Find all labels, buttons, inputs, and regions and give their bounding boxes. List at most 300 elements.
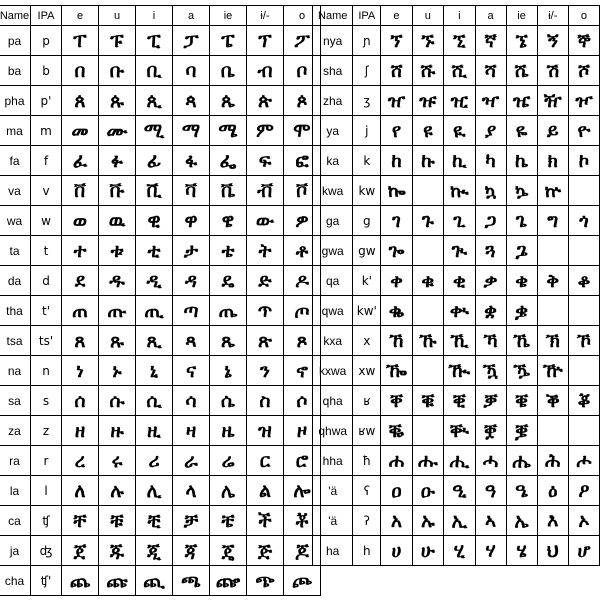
- column-header: o: [284, 6, 321, 26]
- syllable-cell: ዝ: [247, 416, 284, 446]
- syllable-cell: ኣ: [475, 506, 506, 536]
- column-header: o: [568, 6, 599, 26]
- table-row: [0, 446, 321, 476]
- syllable-cell: ፋ: [173, 146, 210, 176]
- table-row: [313, 356, 600, 386]
- syllable-cell: ሒ: [444, 446, 476, 476]
- consonant-name-cell: da: [0, 266, 31, 296]
- syllable-cell: ሻ: [475, 56, 506, 86]
- consonant-name-cell: sha: [313, 56, 353, 86]
- syllable-cell: ቭ: [247, 176, 284, 206]
- syllable-cell: ኾ: [568, 326, 599, 356]
- syllable-cell: ቄ: [506, 266, 537, 296]
- syllable-cell: ሂ: [444, 536, 476, 566]
- ipa-cell: z: [31, 416, 62, 446]
- ipa-cell: w: [31, 206, 62, 236]
- syllable-cell: ሆ: [568, 536, 599, 566]
- ipa-cell: k: [353, 146, 381, 176]
- table-row: [313, 86, 600, 116]
- syllable-cell: ጬ: [210, 566, 247, 596]
- table-row: [313, 26, 600, 56]
- syllable-cell: ኲ: [444, 176, 476, 206]
- syllable-cell: ነ: [62, 356, 99, 386]
- consonant-name-cell: ra: [0, 446, 31, 476]
- syllable-cell: ቁ: [412, 266, 443, 296]
- syllable-cell: [568, 416, 599, 446]
- syllable-cell: ሞ: [284, 116, 321, 146]
- syllable-cell: ሃ: [475, 536, 506, 566]
- consonant-name-cell: zha: [313, 86, 353, 116]
- syllable-cell: ቾ: [284, 506, 321, 536]
- table-row: [313, 476, 600, 506]
- syllable-cell: [412, 176, 443, 206]
- syllable-cell: ዄ: [506, 356, 537, 386]
- ipa-cell: ʔ: [353, 506, 381, 536]
- syllable-cell: ለ: [62, 476, 99, 506]
- column-header: ie: [506, 6, 537, 26]
- syllable-cell: ኔ: [210, 356, 247, 386]
- syllable-cell: ቻ: [173, 506, 210, 536]
- syllable-cell: ጅ: [247, 536, 284, 566]
- syllable-cell: ኜ: [506, 26, 537, 56]
- syllable-cell: ዩ: [412, 116, 443, 146]
- syllable-cell: ጐ: [381, 236, 412, 266]
- column-header: e: [381, 6, 412, 26]
- syllable-cell: ዎ: [284, 206, 321, 236]
- syllable-cell: ጵ: [247, 86, 284, 116]
- ipa-cell: p': [31, 86, 62, 116]
- ipa-cell: k': [353, 266, 381, 296]
- table-row: [0, 356, 321, 386]
- table-row: [313, 386, 600, 416]
- table-row: [0, 26, 321, 56]
- syllable-cell: ያ: [475, 116, 506, 146]
- table-row: [313, 146, 600, 176]
- consonant-name-cell: kwa: [313, 176, 353, 206]
- syllable-cell: ጁ: [99, 536, 136, 566]
- table-row: [313, 236, 600, 266]
- syllable-cell: ዒ: [444, 476, 476, 506]
- ipa-cell: t': [31, 296, 62, 326]
- syllable-cell: ጰ: [62, 86, 99, 116]
- consonant-name-cell: va: [0, 176, 31, 206]
- syllable-cell: ቖ: [568, 386, 599, 416]
- syllable-cell: ፍ: [247, 146, 284, 176]
- consonant-name-cell: kxa: [313, 326, 353, 356]
- syllable-cell: [568, 176, 599, 206]
- ipa-cell: kw: [353, 176, 381, 206]
- ipa-cell: l: [31, 476, 62, 506]
- column-header: IPA: [31, 6, 62, 26]
- syllable-cell: ቬ: [210, 176, 247, 206]
- syllable-cell: ፎ: [284, 146, 321, 176]
- syllable-cell: ፑ: [99, 26, 136, 56]
- syllable-cell: ወ: [62, 206, 99, 236]
- ipa-cell: ɲ: [353, 26, 381, 56]
- table-row: [313, 56, 600, 86]
- syllable-cell: ና: [173, 356, 210, 386]
- syllabary-table-right: [312, 5, 600, 566]
- syllable-cell: ዓ: [475, 476, 506, 506]
- syllable-cell: ቒ: [444, 386, 476, 416]
- syllable-cell: የ: [381, 116, 412, 146]
- syllable-cell: ጆ: [284, 536, 321, 566]
- table-row: [0, 506, 321, 536]
- syllable-cell: ሽ: [537, 56, 568, 86]
- syllable-cell: ዬ: [506, 116, 537, 146]
- column-header: ɨ/-: [247, 6, 284, 26]
- syllable-cell: ቔ: [506, 386, 537, 416]
- syllable-cell: ቴ: [210, 236, 247, 266]
- syllable-cell: ጭ: [247, 566, 284, 596]
- syllable-cell: ሬ: [210, 446, 247, 476]
- syllable-cell: ቓ: [475, 386, 506, 416]
- ipa-cell: ʧ: [31, 506, 62, 536]
- syllable-cell: ቅ: [537, 266, 568, 296]
- syllable-cell: [568, 356, 599, 386]
- syllable-cell: ዉ: [99, 206, 136, 236]
- syllable-cell: ጱ: [99, 86, 136, 116]
- syllable-cell: ቃ: [475, 266, 506, 296]
- syllable-cell: ጲ: [136, 86, 173, 116]
- syllable-cell: ቑ: [412, 386, 443, 416]
- syllable-cell: ዪ: [444, 116, 476, 146]
- syllable-cell: ሙ: [99, 116, 136, 146]
- syllable-cell: ጪ: [136, 566, 173, 596]
- syllable-cell: ጓ: [475, 236, 506, 266]
- ipa-cell: r: [31, 446, 62, 476]
- consonant-name-cell: pha: [0, 86, 31, 116]
- syllable-cell: ቌ: [506, 296, 537, 326]
- table-row: [313, 176, 600, 206]
- column-header: ie: [210, 6, 247, 26]
- syllable-cell: ኢ: [444, 506, 476, 536]
- syllable-cell: ኛ: [475, 26, 506, 56]
- syllable-cell: ሴ: [210, 386, 247, 416]
- syllable-cell: ዳ: [173, 266, 210, 296]
- column-header: IPA: [353, 6, 381, 26]
- syllable-cell: ሔ: [506, 446, 537, 476]
- syllable-cell: ዅ: [537, 356, 568, 386]
- syllable-cell: ቺ: [136, 506, 173, 536]
- syllable-cell: ዲ: [136, 266, 173, 296]
- syllable-cell: ረ: [62, 446, 99, 476]
- syllable-cell: ኳ: [475, 176, 506, 206]
- ipa-cell: ħ: [353, 446, 381, 476]
- consonant-name-cell: qhwa: [313, 416, 353, 446]
- ipa-cell: h: [353, 536, 381, 566]
- column-header: ɨ/-: [537, 6, 568, 26]
- table-row: [0, 176, 321, 206]
- syllable-cell: ኻ: [475, 326, 506, 356]
- column-header: u: [99, 6, 136, 26]
- syllable-cell: ታ: [173, 236, 210, 266]
- syllable-cell: [412, 416, 443, 446]
- consonant-name-cell: na: [0, 356, 31, 386]
- syllable-cell: ሎ: [284, 476, 321, 506]
- consonant-name-cell: nya: [313, 26, 353, 56]
- syllable-cell: ላ: [173, 476, 210, 506]
- syllable-cell: ቲ: [136, 236, 173, 266]
- syllable-cell: ኡ: [412, 506, 443, 536]
- syllable-cell: ፉ: [99, 146, 136, 176]
- consonant-name-cell: pa: [0, 26, 31, 56]
- syllable-cell: ት: [247, 236, 284, 266]
- syllable-cell: ኦ: [568, 506, 599, 536]
- syllable-cell: ቀ: [381, 266, 412, 296]
- syllable-cell: ጸ: [62, 326, 99, 356]
- syllable-cell: ግ: [537, 206, 568, 236]
- table-row: [0, 386, 321, 416]
- syllable-cell: ቋ: [475, 296, 506, 326]
- syllable-cell: ጻ: [173, 326, 210, 356]
- syllable-cell: ር: [247, 446, 284, 476]
- syllable-cell: ጹ: [99, 326, 136, 356]
- syllable-cell: ዐ: [381, 476, 412, 506]
- table-row: [0, 56, 321, 86]
- consonant-name-cell: 'ä: [313, 506, 353, 536]
- syllable-cell: ቸ: [62, 506, 99, 536]
- syllable-cell: ጄ: [210, 536, 247, 566]
- syllable-cell: ቢ: [136, 56, 173, 86]
- syllable-cell: ቘ: [381, 416, 412, 446]
- syllable-cell: ጉ: [412, 206, 443, 236]
- syllable-cell: ሰ: [62, 386, 99, 416]
- syllable-cell: ቮ: [284, 176, 321, 206]
- syllable-cell: ሹ: [412, 56, 443, 86]
- syllable-cell: ኰ: [381, 176, 412, 206]
- syllable-cell: ሑ: [412, 446, 443, 476]
- syllable-cell: ጾ: [284, 326, 321, 356]
- ipa-cell: ʤ: [31, 536, 62, 566]
- syllable-cell: ዤ: [506, 86, 537, 116]
- consonant-name-cell: qwa: [313, 296, 353, 326]
- syllable-cell: ሩ: [99, 446, 136, 476]
- syllable-cell: ጡ: [99, 296, 136, 326]
- syllable-cell: ኖ: [284, 356, 321, 386]
- syllable-cell: ኤ: [506, 506, 537, 536]
- syllable-cell: ዶ: [284, 266, 321, 296]
- syllable-cell: [537, 296, 568, 326]
- syllable-cell: ል: [247, 476, 284, 506]
- syllable-cell: ሼ: [506, 56, 537, 86]
- ipa-cell: f: [31, 146, 62, 176]
- syllable-cell: እ: [537, 506, 568, 536]
- syllable-cell: ሐ: [381, 446, 412, 476]
- table-row: [313, 416, 600, 446]
- table-row: [0, 326, 321, 356]
- ipa-cell: ʁ: [353, 386, 381, 416]
- syllable-cell: ሌ: [210, 476, 247, 506]
- table-row: [0, 266, 321, 296]
- table-body: [0, 26, 321, 596]
- syllable-cell: ቈ: [381, 296, 412, 326]
- syllable-cell: ሺ: [444, 56, 476, 86]
- syllable-cell: ሜ: [210, 116, 247, 146]
- syllable-cell: ጀ: [62, 536, 99, 566]
- syllable-cell: ቐ: [381, 386, 412, 416]
- table-row: [0, 566, 321, 596]
- table-row: [0, 416, 321, 446]
- syllable-cell: ጩ: [99, 566, 136, 596]
- syllable-cell: ጦ: [284, 296, 321, 326]
- syllable-cell: ቤ: [210, 56, 247, 86]
- syllable-cell: ን: [247, 356, 284, 386]
- syllable-cell: ቪ: [136, 176, 173, 206]
- ipa-cell: ʧ': [31, 566, 62, 596]
- syllable-cell: ማ: [173, 116, 210, 146]
- syllable-cell: [537, 236, 568, 266]
- syllable-cell: ሳ: [173, 386, 210, 416]
- syllable-cell: በ: [62, 56, 99, 86]
- table-row: [313, 116, 600, 146]
- ipa-cell: b: [31, 56, 62, 86]
- syllable-cell: ኝ: [537, 26, 568, 56]
- table-row: [313, 266, 600, 296]
- syllable-cell: ሱ: [99, 386, 136, 416]
- syllable-cell: ራ: [173, 446, 210, 476]
- syllable-cell: ቂ: [444, 266, 476, 296]
- syllable-cell: ቨ: [62, 176, 99, 206]
- consonant-name-cell: qa: [313, 266, 353, 296]
- syllable-cell: ዜ: [210, 416, 247, 446]
- syllable-cell: ሪ: [136, 446, 173, 476]
- table-row: [0, 536, 321, 566]
- syllable-cell: ዡ: [412, 86, 443, 116]
- syllable-cell: ሕ: [537, 446, 568, 476]
- syllable-cell: ሶ: [284, 386, 321, 416]
- table-row: [313, 506, 600, 536]
- consonant-name-cell: fa: [0, 146, 31, 176]
- syllable-cell: ሄ: [506, 536, 537, 566]
- syllable-cell: ቫ: [173, 176, 210, 206]
- syllable-cell: ኞ: [568, 26, 599, 56]
- syllable-cell: ኒ: [136, 356, 173, 386]
- syllable-cell: ጳ: [173, 86, 210, 116]
- header-row: [313, 6, 600, 26]
- consonant-name-cell: qha: [313, 386, 353, 416]
- ipa-cell: n: [31, 356, 62, 386]
- syllable-cell: ቱ: [99, 236, 136, 266]
- syllable-cell: ፈ: [62, 146, 99, 176]
- syllable-cell: ቩ: [99, 176, 136, 206]
- syllable-cell: ኸ: [381, 326, 412, 356]
- syllable-cell: ሓ: [475, 446, 506, 476]
- table-row: [0, 236, 321, 266]
- syllable-cell: ሀ: [381, 536, 412, 566]
- syllable-cell: ጺ: [136, 326, 173, 356]
- syllable-cell: ቕ: [537, 386, 568, 416]
- syllable-cell: ዀ: [381, 356, 412, 386]
- syllable-cell: ፖ: [284, 26, 321, 56]
- syllable-cell: [537, 416, 568, 446]
- table-row: [0, 206, 321, 236]
- syllable-cell: ው: [247, 206, 284, 236]
- table-row: [0, 146, 321, 176]
- consonant-name-cell: tha: [0, 296, 31, 326]
- ipa-cell: ʕ: [353, 476, 381, 506]
- syllable-cell: ዕ: [537, 476, 568, 506]
- syllable-cell: ቆ: [568, 266, 599, 296]
- syllable-cell: ሖ: [568, 446, 599, 476]
- column-header: a: [475, 6, 506, 26]
- syllable-cell: ብ: [247, 56, 284, 86]
- syllable-cell: ዃ: [475, 356, 506, 386]
- consonant-name-cell: ha: [313, 536, 353, 566]
- syllable-cell: ጶ: [284, 86, 321, 116]
- consonant-name-cell: 'ä: [313, 476, 353, 506]
- syllable-cell: ጌ: [506, 206, 537, 236]
- ipa-cell: p: [31, 26, 62, 56]
- syllable-cell: ኪ: [444, 146, 476, 176]
- consonant-name-cell: wa: [0, 206, 31, 236]
- syllable-cell: ሲ: [136, 386, 173, 416]
- syllable-cell: ሚ: [136, 116, 173, 146]
- syllable-cell: ጊ: [444, 206, 476, 236]
- syllable-cell: ኽ: [537, 326, 568, 356]
- consonant-name-cell: gwa: [313, 236, 353, 266]
- syllable-cell: ኙ: [412, 26, 443, 56]
- syllable-cell: ዛ: [173, 416, 210, 446]
- syllable-cell: ድ: [247, 266, 284, 296]
- table-row: [0, 296, 321, 326]
- consonant-name-cell: za: [0, 416, 31, 446]
- ipa-cell: ts': [31, 326, 62, 356]
- column-header: i: [136, 6, 173, 26]
- syllable-cell: ኹ: [412, 326, 443, 356]
- consonant-name-cell: kxwa: [313, 356, 353, 386]
- syllable-cell: ጋ: [475, 206, 506, 236]
- syllable-cell: ኩ: [412, 146, 443, 176]
- consonant-name-cell: ka: [313, 146, 353, 176]
- syllable-cell: ካ: [475, 146, 506, 176]
- syllable-cell: ኼ: [506, 326, 537, 356]
- syllable-cell: ኘ: [381, 26, 412, 56]
- syllable-cell: ኑ: [99, 356, 136, 386]
- consonant-name-cell: hha: [313, 446, 353, 476]
- syllable-cell: ፒ: [136, 26, 173, 56]
- syllable-cell: ዱ: [99, 266, 136, 296]
- syllable-cell: ቡ: [99, 56, 136, 86]
- syllable-cell: ዦ: [568, 86, 599, 116]
- syllable-cell: ቜ: [506, 416, 537, 446]
- syllable-cell: ዴ: [210, 266, 247, 296]
- syllable-cell: ስ: [247, 386, 284, 416]
- ipa-cell: ʁw: [353, 416, 381, 446]
- consonant-name-cell: sa: [0, 386, 31, 416]
- syllable-cell: ቹ: [99, 506, 136, 536]
- consonant-name-cell: ja: [0, 536, 31, 566]
- syllable-cell: ጃ: [173, 536, 210, 566]
- syllable-cell: ቶ: [284, 236, 321, 266]
- consonant-name-cell: ta: [0, 236, 31, 266]
- ipa-cell: d: [31, 266, 62, 296]
- syllable-cell: ጨ: [62, 566, 99, 596]
- syllable-cell: ም: [247, 116, 284, 146]
- ipa-cell: g: [353, 206, 381, 236]
- syllable-cell: ቚ: [444, 416, 476, 446]
- syllable-cell: ዖ: [568, 476, 599, 506]
- ipa-cell: v: [31, 176, 62, 206]
- syllable-cell: አ: [381, 506, 412, 536]
- syllable-cell: ኬ: [506, 146, 537, 176]
- syllable-cell: ጢ: [136, 296, 173, 326]
- syllable-cell: ህ: [537, 536, 568, 566]
- table-row: [313, 446, 600, 476]
- syllable-cell: ጠ: [62, 296, 99, 326]
- syllable-cell: ፐ: [62, 26, 99, 56]
- syllable-cell: ዞ: [284, 416, 321, 446]
